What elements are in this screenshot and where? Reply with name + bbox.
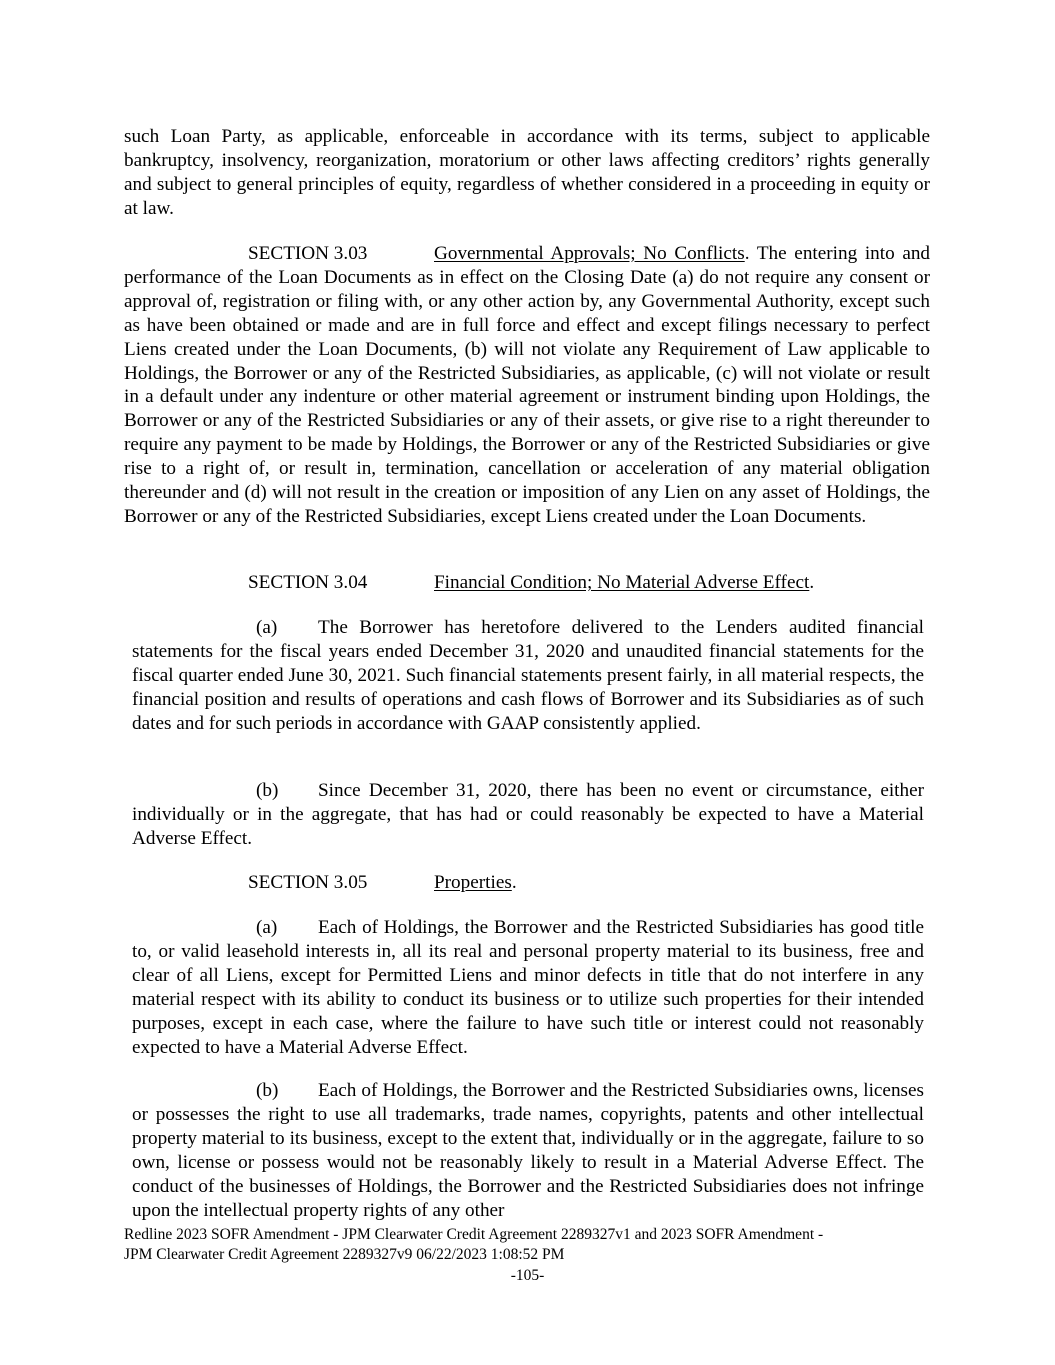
section-3-04-title: Financial Condition; No Material Adverse Effect	[434, 572, 810, 593]
section-3-05-a-paragraph	[132, 916, 924, 1059]
section-3-05-b-text: Each of Holdings, the Borrower and the Restricted Subsidiaries owns, licenses or possesses the right to use all trademarks, trade names, copyrights, patents and other intellectual property material to its business, except to the extent that, individually or in the aggregate, failure to so own, license or possess would not be reasonably likely to result in a Material Adverse Effect. The conduct of the businesses of Holdings, the Borrower and the Restricted Subsidiaries does not infringe upon the intellectual property rights of any other	[132, 1080, 924, 1221]
section-3-03-title: Governmental Approvals; No Conflicts	[434, 243, 745, 264]
section-3-03-number: SECTION 3.03	[248, 243, 368, 264]
redline-footer-line-1: Redline 2023 SOFR Amendment - JPM Clearwater Credit Agreement 2289327v1 and 2023 SOFR Amendment -	[124, 1226, 824, 1243]
section-3-05-b-label: (b)	[256, 1080, 279, 1101]
redline-footer-line-2: JPM Clearwater Credit Agreement 2289327v9 06/22/2023 1:08:52 PM	[124, 1245, 565, 1263]
section-3-05-b-paragraph	[132, 1079, 924, 1222]
section-3-04-a-paragraph	[132, 616, 924, 736]
section-3-05-title-period: .	[511, 872, 517, 893]
section-3-05-a-label: (a)	[256, 917, 278, 938]
section-3-04-b-label: (b)	[256, 780, 279, 801]
section-3-04-b-paragraph	[132, 779, 924, 851]
section-3-05-a-text: Each of Holdings, the Borrower and the Restricted Subsidiaries has good title to, or valid leasehold interests in, all its real and personal property material to its business, free and clear of all Liens, except for Permitted Liens and minor defects in title that do not interfere in any material respect with its ability to conduct its business or to utilize such properties for their intended purposes, except in each case, where the failure to have such title or interest could not reasonably expected to have a Material Adverse Effect.	[132, 917, 924, 1058]
section-3-05-title: Properties	[434, 872, 512, 893]
section-3-04-a-text: The Borrower has heretofore delivered to the Lenders audited financial statements for the fiscal years ended December 31, 2020 and unaudited financial statements for the fiscal quarter ended June 30, 2021. Such financial statements present fairly, in all material respects, the financial position and results of operations and cash flows of Borrower and its Subsidiaries as of such dates and for such periods in accordance with GAAP consistently applied.	[132, 617, 924, 734]
section-3-04-b-text: Since December 31, 2020, there has been no event or circumstance, either individually or in the aggregate, that has had or could reasonably be expected to have a Material Adverse Effect.	[132, 780, 924, 849]
section-3-03-body: The entering into and performance of the Loan Documents as in effect on the Closing Date (a) do not require any consent or approval of, registration or filing with, or any other action by, any Governmental Authority, except such as have been obtained or made and are in full force and effect and except filings necessary to perfect Liens created under the Loan Documents, (b) will not violate any Requirement of Law applicable to Holdings, the Borrower or any of the Restricted Subsidiaries, as applicable, (c) will not violate or result in a default under any indenture or other material agreement or instrument binding upon Holdings, the Borrower or any of the Restricted Subsidiaries or any of their assets, or give rise to a right thereunder to require any payment to be made by Holdings, the Borrower or any of the Restricted Subsidiaries or give rise to a right of, or result in, termination, cancellation or acceleration of any material obligation thereunder and (d) will not result in the creation or imposition of any Lien on any asset of Holdings, the Borrower or any of the Restricted Subsidiaries, except Liens created under the Loan Documents.	[124, 243, 931, 527]
section-3-05-number: SECTION 3.05	[248, 872, 368, 893]
continuation-paragraph	[124, 125, 930, 221]
section-3-05-heading	[248, 871, 517, 895]
section-3-04-title-period: .	[809, 572, 815, 593]
continuation-text: such Loan Party, as applicable, enforceable in accordance with its terms, subject to applicable bankruptcy, insolvency, reorganization, moratorium or other laws affecting creditors’ rights generally and subject to general principles of equity, regardless of whether considered in a proceeding in equity or at law.	[124, 126, 930, 219]
section-3-03-title-period: .	[744, 243, 757, 264]
section-3-04-a-label: (a)	[256, 617, 278, 638]
section-3-04-number: SECTION 3.04	[248, 572, 368, 593]
section-3-04-heading	[248, 571, 814, 595]
section-3-03-paragraph	[124, 242, 930, 529]
redline-footer	[124, 1225, 924, 1264]
page-number: -105-	[510, 1267, 545, 1284]
